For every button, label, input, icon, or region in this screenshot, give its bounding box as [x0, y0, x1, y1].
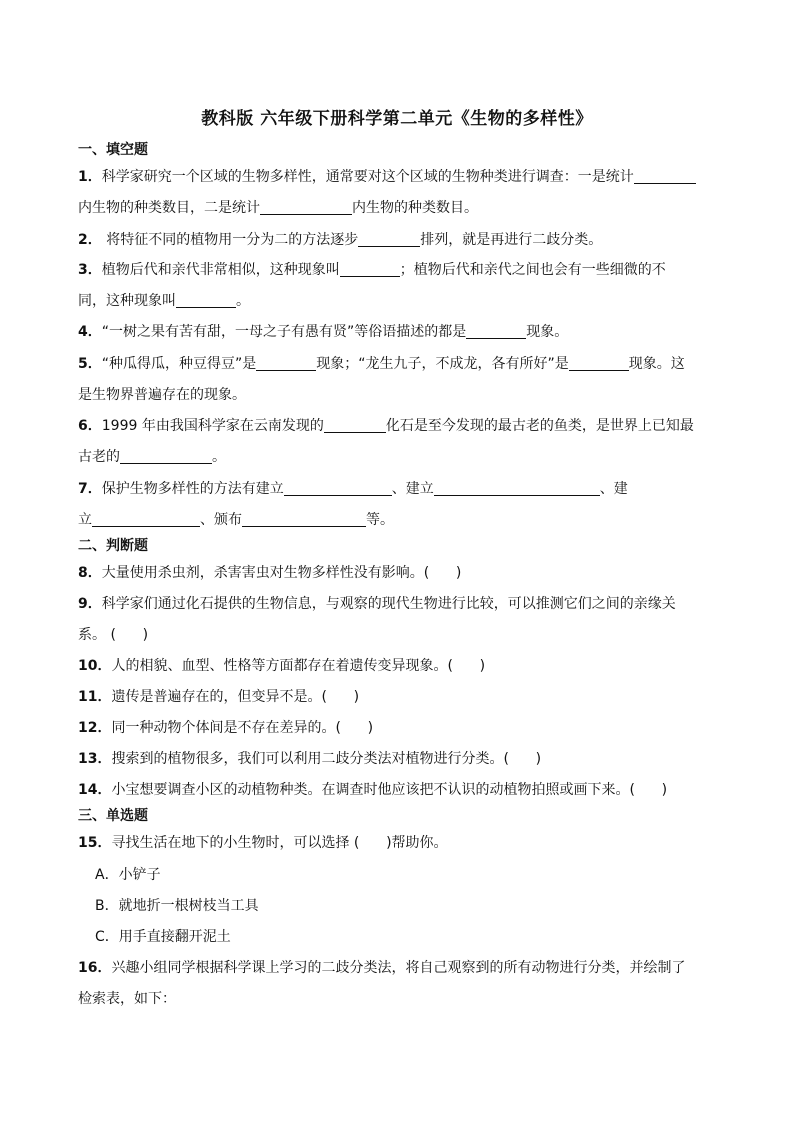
answer-blank[interactable]: [284, 481, 392, 496]
question-text: 人的相貌、血型、性格等方面都存在着遗传变异现象。( ): [111, 658, 486, 674]
question-text: 系。 ( ): [78, 627, 149, 643]
question-text: “种瓜得瓜，种豆得豆”是: [101, 356, 257, 372]
section-fill-blank-heading: 一、填空题: [78, 142, 148, 158]
question-text: 现象。这: [628, 356, 685, 372]
answer-blank[interactable]: [242, 512, 366, 527]
question-3-line-2: [78, 290, 718, 310]
question-text: 检索表，如下：: [78, 991, 176, 1007]
question-text: 、建立: [391, 481, 434, 497]
question-6-line-2: [78, 446, 718, 466]
question-text: 古老的: [78, 449, 120, 465]
question-number: 16．: [78, 960, 112, 976]
section-true-false-heading: 二、判断题: [78, 538, 148, 554]
question-number: 15．: [78, 835, 112, 851]
question-5-line-2: [78, 384, 718, 404]
question-8: [78, 562, 718, 582]
question-number: 14．: [78, 782, 112, 798]
question-text: 。: [212, 449, 226, 465]
question-text: 寻找生活在地下的小生物时，可以选择 ( )帮助你。: [111, 835, 448, 851]
answer-blank[interactable]: [634, 169, 696, 184]
question-text: 兴趣小组同学根据科学课上学习的二歧分类法，将自己观察到的所有动物进行分类，并绘制了: [111, 960, 686, 976]
question-text: 、建: [599, 481, 628, 497]
question-number: 9．: [78, 596, 102, 612]
option-a[interactable]: A．小铲子: [95, 867, 161, 883]
question-2: [78, 229, 718, 249]
answer-blank[interactable]: [434, 481, 600, 496]
answer-blank[interactable]: [466, 324, 526, 339]
page-title: 教科版 六年级下册科学第二单元《生物的多样性》: [201, 109, 593, 129]
question-number: 3．: [78, 262, 102, 278]
question-number: 13．: [78, 751, 112, 767]
option-b[interactable]: B．就地折一根树枝当工具: [95, 898, 259, 914]
question-6-line-1: [78, 415, 718, 435]
question-text: ；植物后代和亲代之间也会有一些细微的不: [399, 262, 666, 278]
question-number: 7．: [78, 481, 102, 497]
question-1-line-2: [78, 197, 718, 217]
question-text: 科学家研究一个区域的生物多样性，通常要对这个区域的生物种类进行调查：一是统计: [101, 169, 634, 185]
question-text: 1999 年由我国科学家在云南发现的: [101, 418, 324, 434]
question-text: “一树之果有苦有甜，一母之子有愚有贤”等俗语描述的都是: [101, 324, 467, 340]
question-12: [78, 717, 718, 737]
question-text: 内生物的种类数目。: [352, 200, 478, 216]
question-text: 科学家们通过化石提供的生物信息，与观察的现代生物进行比较，可以推测它们之间的亲缘关: [101, 596, 676, 612]
question-text: 保护生物多样性的方法有建立: [101, 481, 284, 497]
answer-blank[interactable]: [340, 262, 400, 277]
question-text: 是生物界普遍存在的现象。: [78, 387, 246, 403]
question-text: 小宝想要调查小区的动植物种类。在调查时他应该把不认识的动植物拍照或画下来。( ): [111, 782, 668, 798]
answer-blank[interactable]: [176, 293, 236, 308]
question-text: 。: [236, 293, 250, 309]
question-number: 2．: [78, 232, 102, 248]
question-text: 将特征不同的植物用一分为二的方法逐步: [101, 232, 359, 248]
question-text: 化石是至今发现的最古老的鱼类，是世界上已知最: [385, 418, 694, 434]
answer-blank[interactable]: [120, 449, 212, 464]
question-10: [78, 655, 718, 675]
question-text: 遗传是普遍存在的，但变异不是。( ): [111, 689, 360, 705]
question-text: 现象。: [526, 324, 569, 340]
answer-blank[interactable]: [569, 356, 629, 371]
question-number: 6．: [78, 418, 102, 434]
question-9-line-2: [78, 624, 718, 644]
question-4: [78, 321, 718, 341]
question-text: 搜索到的植物很多，我们可以利用二歧分类法对植物进行分类。( ): [111, 751, 542, 767]
question-text: 同一种动物个体间是不存在差异的。( ): [111, 720, 374, 736]
question-16-line-1: [78, 957, 718, 977]
question-11: [78, 686, 718, 706]
answer-blank[interactable]: [256, 356, 316, 371]
question-number: 1．: [78, 169, 102, 185]
question-3-line-1: [78, 259, 718, 279]
answer-blank[interactable]: [358, 232, 420, 247]
question-number: 5．: [78, 356, 102, 372]
option-c[interactable]: C．用手直接翻开泥土: [95, 929, 231, 945]
question-16-line-2: [78, 988, 718, 1008]
question-number: 8．: [78, 565, 102, 581]
question-text: 立: [78, 512, 92, 528]
question-7-line-1: [78, 478, 718, 498]
question-7-line-2: [78, 509, 718, 529]
question-number: 10．: [78, 658, 112, 674]
question-text: 现象；“龙生九子，不成龙，各有所好”是: [316, 356, 569, 372]
answer-blank[interactable]: [260, 200, 352, 215]
question-number: 11．: [78, 689, 112, 705]
question-text: 植物后代和亲代非常相似，这种现象叫: [101, 262, 340, 278]
question-text: 内生物的种类数目，二是统计: [78, 200, 260, 216]
question-5-line-1: [78, 353, 718, 373]
question-13: [78, 748, 718, 768]
answer-blank[interactable]: [92, 512, 200, 527]
question-text: 等。: [366, 512, 394, 528]
question-text: 、颁布: [200, 512, 242, 528]
question-text: 大量使用杀虫剂，杀害害虫对生物多样性没有影响。( ): [101, 565, 462, 581]
question-number: 12．: [78, 720, 112, 736]
question-text: 同，这种现象叫: [78, 293, 176, 309]
question-text: 排列，就是再进行二歧分类。: [420, 232, 603, 248]
section-single-choice-heading: 三、单选题: [78, 808, 148, 824]
question-14: [78, 779, 718, 799]
answer-blank[interactable]: [324, 418, 386, 433]
question-1-line-1: [78, 166, 718, 186]
question-15: [78, 832, 718, 852]
question-9-line-1: [78, 593, 718, 613]
question-number: 4．: [78, 324, 102, 340]
